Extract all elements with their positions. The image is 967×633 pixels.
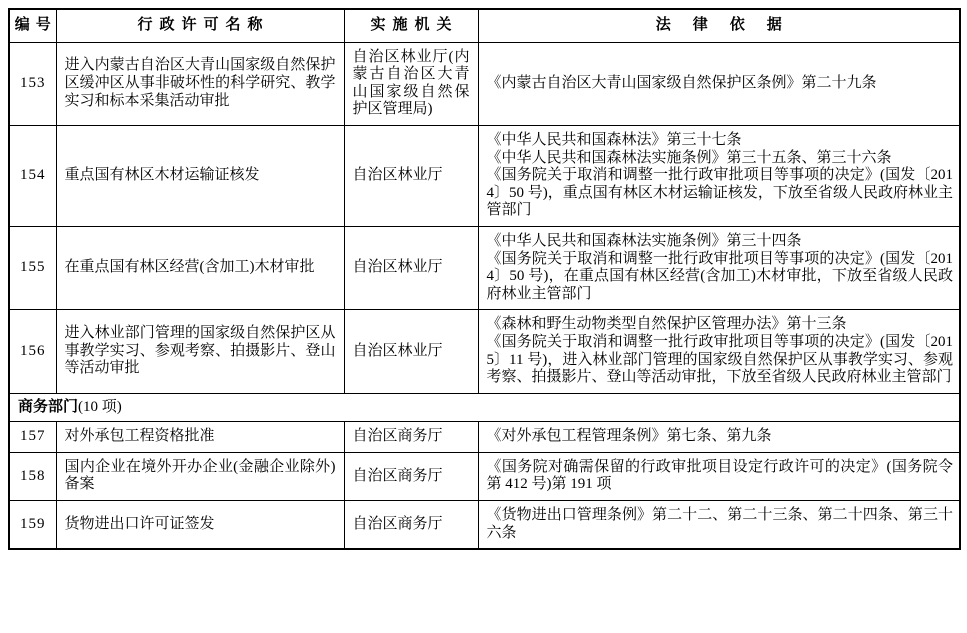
row-legal (478, 452, 960, 500)
legal-basis-line: 《森林和野生动物类型自然保护区管理办法》第十三条 (486, 316, 847, 333)
row-name: 对外承包工程资格批准 (56, 422, 344, 453)
row-name: 进入林业部门管理的国家级自然保护区从事教学实习、参观考察、拍摄影片、登山等活动审批 (56, 310, 344, 393)
row-agency: 自治区林业厅 (344, 125, 478, 226)
table-body (9, 42, 960, 549)
section-row (9, 393, 960, 422)
table-row (9, 125, 960, 226)
header-legal: 法律依据 (478, 9, 960, 42)
table-row (9, 226, 960, 309)
header-id: 编号 (9, 9, 56, 42)
row-id: 156 (9, 310, 56, 393)
header-row (9, 9, 960, 42)
table-header (9, 9, 960, 42)
row-legal (478, 310, 960, 393)
legal-basis-line: 《内蒙古自治区大青山国家级自然保护区条例》第二十九条 (486, 74, 877, 91)
row-name: 在重点国有林区经营(含加工)木材审批 (56, 226, 344, 309)
header-agency: 实施机关 (344, 9, 478, 42)
table-row (9, 452, 960, 500)
row-id: 158 (9, 452, 56, 500)
section-count: (10 项) (78, 398, 122, 415)
section-cell (9, 393, 960, 422)
row-legal (478, 422, 960, 453)
row-agency: 自治区林业厅 (344, 310, 478, 393)
row-agency: 自治区林业厅(内蒙古自治区大青山国家级自然保护区管理局) (344, 42, 478, 125)
section-label: 商务部门 (18, 398, 79, 415)
row-name: 国内企业在境外开办企业(金融企业除外)备案 (56, 452, 344, 500)
row-legal (478, 501, 960, 550)
row-agency: 自治区商务厅 (344, 501, 478, 550)
row-legal (478, 226, 960, 309)
table-row (9, 310, 960, 393)
table-row (9, 501, 960, 550)
row-agency: 自治区商务厅 (344, 422, 478, 453)
legal-basis-line: 《中华人民共和国森林法实施条例》第三十四条 (486, 232, 802, 249)
legal-basis-line: 《对外承包工程管理条例》第七条、第九条 (486, 428, 772, 445)
row-legal (478, 125, 960, 226)
row-agency: 自治区商务厅 (344, 452, 478, 500)
row-id: 154 (9, 125, 56, 226)
legal-basis-line: 《国务院对确需保留的行政审批项目设定行政许可的决定》(国务院令第 412 号)第 191 项 (486, 458, 953, 493)
document-page (8, 8, 959, 550)
legal-basis-line: 《货物进出口管理条例》第二十二、第二十三条、第二十四条、第三十六条 (486, 507, 953, 541)
row-name: 货物进出口许可证签发 (56, 501, 344, 550)
legal-basis-line: 《国务院关于取消和调整一批行政审批项目等事项的决定》(国发〔2014〕50 号)，在重点国有林区经营(含加工)木材审批，下放至省级人民政府林业主管部门 (486, 250, 953, 302)
row-id: 159 (9, 501, 56, 550)
legal-basis-line: 《国务院关于取消和调整一批行政审批项目等事项的决定》(国发〔2014〕50 号)，重点国有林区木材运输证核发，下放至省级人民政府林业主管部门 (486, 167, 953, 219)
row-name: 进入内蒙古自治区大青山国家级自然保护区缓冲区从事非破坏性的科学研究、教学实习和标本采集活动审批 (56, 42, 344, 125)
row-name: 重点国有林区木材运输证核发 (56, 125, 344, 226)
row-id: 153 (9, 42, 56, 125)
table-row (9, 42, 960, 125)
table-row (9, 422, 960, 453)
row-id: 157 (9, 422, 56, 453)
row-id: 155 (9, 226, 56, 309)
row-legal (478, 42, 960, 125)
legal-basis-line: 《中华人民共和国森林法》第三十七条 (486, 131, 742, 148)
row-agency: 自治区林业厅 (344, 226, 478, 309)
licenses-table (8, 8, 961, 550)
header-name: 行政许可名称 (56, 9, 344, 42)
legal-basis-line: 《中华人民共和国森林法实施条例》第三十五条、第三十六条 (486, 149, 892, 166)
legal-basis-line: 《国务院关于取消和调整一批行政审批项目等事项的决定》(国发〔2015〕11 号)，进入林业部门管理的国家级自然保护区从事教学实习、参观考察、拍摄影片、登山等活动审批，下放至省级人民政府林业主管部门 (486, 333, 953, 386)
